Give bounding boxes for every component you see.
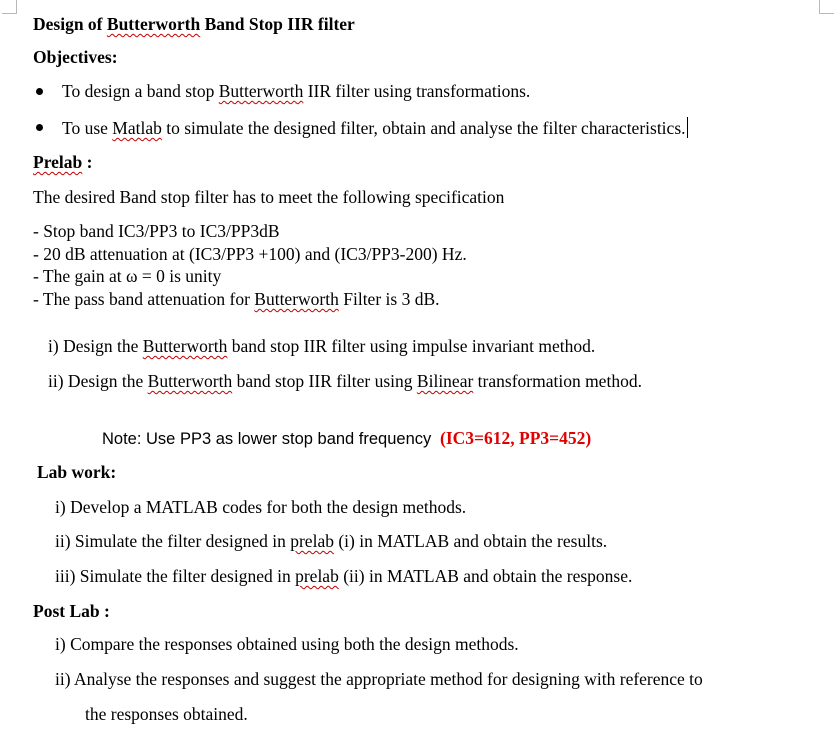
spec-2-text: - 20 dB attenuation at (IC3/PP3 +100) and (IC3/PP3-200) Hz. [33, 244, 467, 264]
objective-1-spell-word: Butterworth [218, 81, 304, 101]
note-line[interactable] [102, 428, 591, 449]
spec-item-4[interactable] [33, 289, 440, 309]
crop-mark-top-left [2, 0, 17, 14]
spec-3-text: - The gain at ω = 0 is unity [33, 266, 222, 286]
prelab-heading-word: Prelab [33, 152, 83, 172]
note-text: Note: Use PP3 as lower stop band frequency [102, 430, 432, 448]
labwork-item-3[interactable] [55, 566, 632, 586]
spec-4-text-a: - The pass band attenuation for [33, 289, 255, 309]
document-title[interactable] [33, 14, 355, 34]
task-2-text-b: band stop IIR filter using [232, 371, 417, 391]
title-spell-word: Butterworth [106, 14, 201, 34]
objective-2-spell-word: Matlab [112, 118, 162, 138]
task-2-spell-word-1: Butterworth [147, 371, 233, 391]
labwork-item-2[interactable] [55, 531, 607, 551]
labwork-3-text-b: (ii) in MATLAB and obtain the response. [338, 566, 633, 586]
spec-1-text: - Stop band IC3/PP3 to IC3/PP3dB [33, 221, 280, 241]
labwork-1-text: i) Develop a MATLAB codes for both the design methods. [55, 497, 467, 517]
spec-item-1[interactable] [33, 221, 280, 241]
postlab-item-2-continued[interactable]: the responses obtained. [85, 704, 248, 724]
postlab-item-1[interactable]: i) Compare the responses obtained using both the design methods. [55, 634, 519, 654]
crop-mark-top-right [819, 0, 834, 14]
spec-4-text-b: Filter is 3 dB. [338, 289, 440, 309]
bullet-icon [36, 124, 43, 131]
task-2-spell-word-2: Bilinear [416, 371, 474, 391]
labwork-2-spell-word: prelab [290, 531, 334, 551]
labwork-3-text-a: iii) Simulate the filter designed in [55, 566, 296, 586]
task-1-spell-word: Butterworth [142, 336, 228, 356]
labwork-2-text-a: ii) Simulate the filter designed in [55, 531, 291, 551]
labwork-2-text-b: (i) in MATLAB and obtain the results. [333, 531, 608, 551]
postlab-heading[interactable]: Post Lab : [33, 601, 110, 621]
postlab-item-2[interactable]: ii) Analyse the responses and suggest the appropriate method for designing with reference to [55, 669, 703, 689]
title-part-1: Design of [33, 14, 107, 34]
spec-item-2[interactable] [33, 244, 467, 264]
task-2-text-a: ii) Design the [48, 371, 148, 391]
task-2-text-c: transformation method. [473, 371, 642, 391]
prelab-task-2[interactable] [48, 371, 642, 391]
labwork-3-spell-word: prelab [295, 566, 339, 586]
labwork-item-1[interactable] [55, 497, 466, 517]
objective-2-text-b: to simulate the designed filter, obtain and analyse the filter characteristics. [161, 118, 686, 138]
objective-2-text-a: To use [62, 118, 113, 138]
objective-1-text-b: IIR filter using transformations. [303, 81, 531, 101]
objectives-heading[interactable]: Objectives: [33, 47, 118, 67]
prelab-heading[interactable] [33, 152, 92, 172]
task-1-text-b: band stop IIR filter using impulse invariant method. [227, 336, 596, 356]
spec-item-3[interactable] [33, 266, 221, 286]
spec-intro[interactable]: The desired Band stop filter has to meet the following specification [33, 187, 505, 207]
objective-item-2[interactable] [62, 117, 688, 138]
bullet-icon [36, 88, 43, 95]
prelab-task-1[interactable] [48, 336, 595, 356]
labwork-heading[interactable]: Lab work: [37, 462, 117, 482]
prelab-heading-colon: : [82, 152, 93, 172]
text-cursor [687, 117, 689, 138]
task-1-text-a: i) Design the [48, 336, 143, 356]
objective-1-text-a: To design a band stop [62, 81, 219, 101]
spec-4-spell-word: Butterworth [254, 289, 339, 309]
objective-item-1[interactable] [62, 81, 530, 101]
note-values: (IC3=612, PP3=452) [440, 428, 592, 448]
title-part-3: Band Stop IIR filter [200, 14, 355, 34]
